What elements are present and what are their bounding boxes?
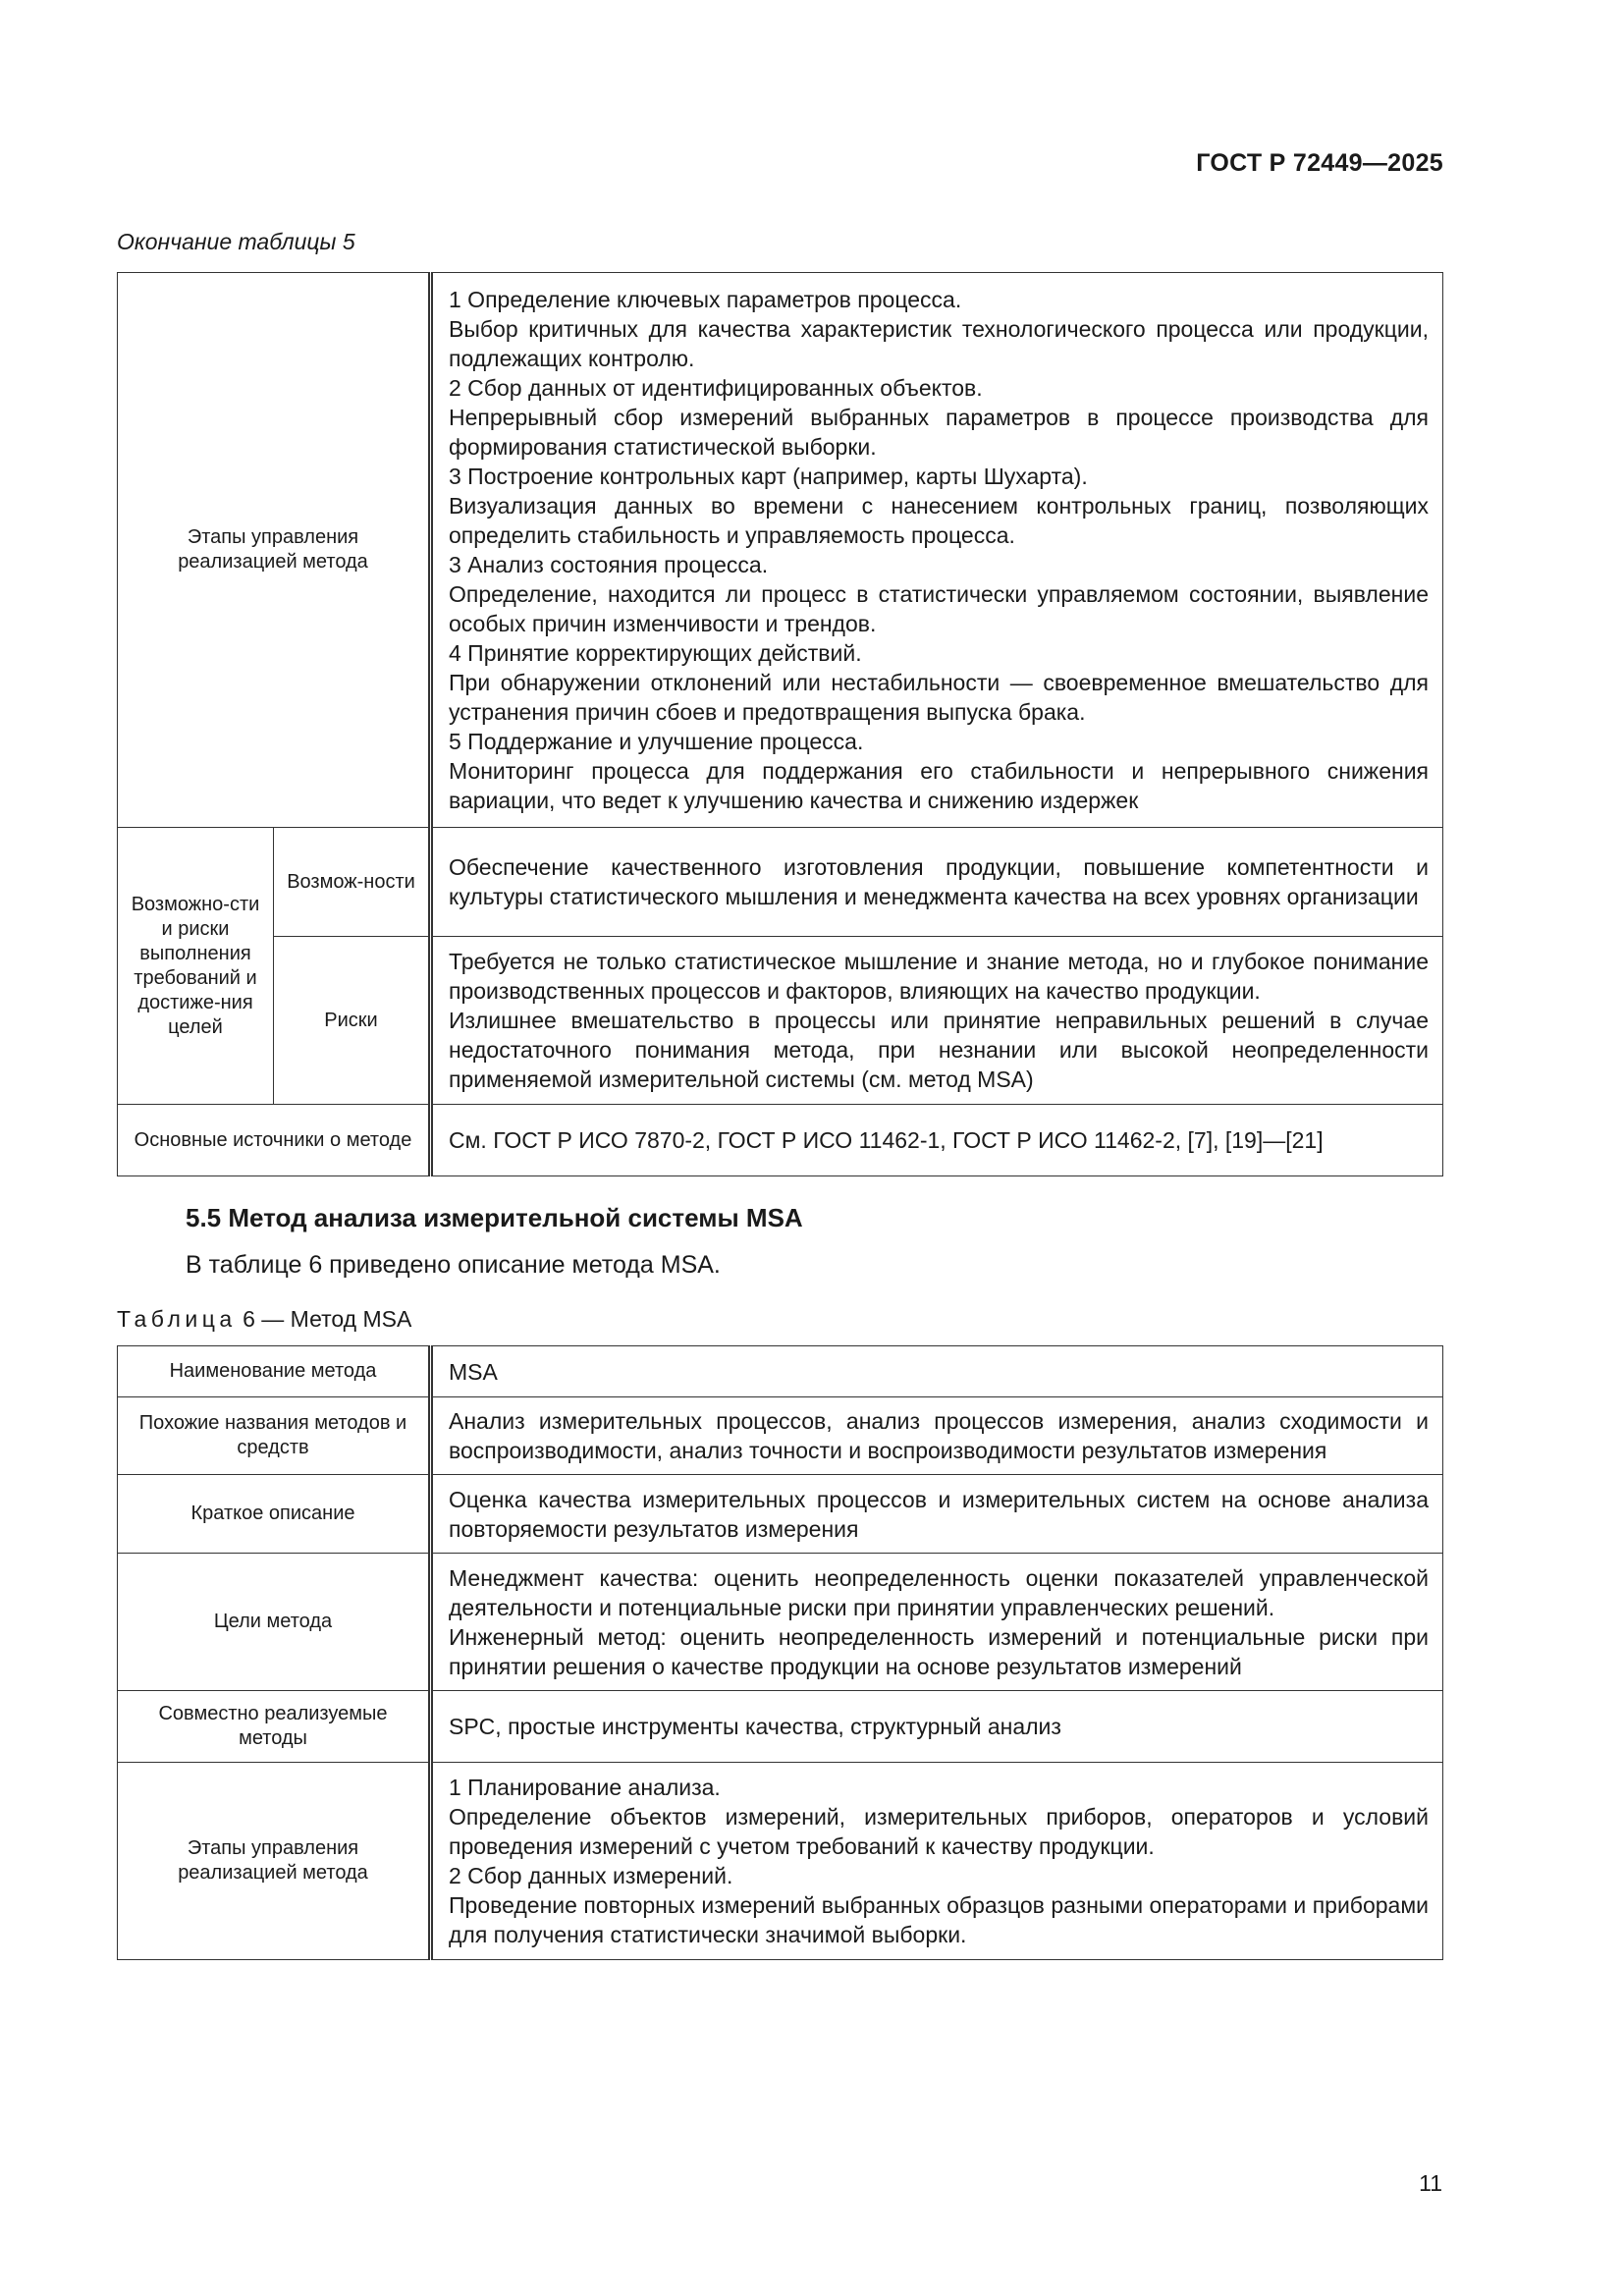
table-row xyxy=(118,273,1443,828)
table-row xyxy=(118,937,1443,1105)
opportunities-risks-label: Возможно-сти и риски выполнения требований и достиже-ния целей xyxy=(118,828,274,1105)
table-row xyxy=(118,1346,1443,1397)
similar-names-label: Похожие названия методов и средств xyxy=(118,1397,431,1475)
opportunities-value: Обеспечение качественного изготовления продукции, повышение компетентности и культуры статистического мышления и менеджмента качества на всех уровнях организации xyxy=(431,828,1443,937)
goal-line: Менеджмент качества: оценить неопределенность оценки показателей управленческой деятельности и потенциальные риски при принятии управленческих решений. xyxy=(449,1564,1429,1620)
stages-label: Этапы управления реализацией метода xyxy=(118,273,431,828)
joint-methods-value: SPC, простые инструменты качества, структурный анализ xyxy=(431,1691,1443,1763)
risk-line: Требуется не только статистическое мышление и знание метода, но и глубокое понимание производственных процессов и факторов, влияющих на качество продукции. xyxy=(449,949,1429,1004)
goals-value xyxy=(431,1554,1443,1691)
sources-label: Основные источники о методе xyxy=(118,1105,431,1176)
stages-value xyxy=(431,1763,1443,1960)
opportunities-label: Возмож-ности xyxy=(274,828,431,937)
table6-caption-word: Таблица xyxy=(117,1306,237,1332)
stage-line: Определение объектов измерений, измерительных приборов, операторов и условий проведения измерений с учетом требований к качеству продукции. xyxy=(449,1804,1429,1859)
stage-line: 4 Принятие корректирующих действий. xyxy=(449,640,862,666)
table-row xyxy=(118,1691,1443,1763)
intro-paragraph: В таблице 6 приведено описание метода MSA. xyxy=(186,1251,721,1279)
stage-line: Визуализация данных во времени с нанесением контрольных границ, позволяющих определить стабильность и управляемость процесса. xyxy=(449,493,1429,548)
page-number: 11 xyxy=(1419,2170,1442,2196)
joint-methods-label: Совместно реализуемые методы xyxy=(118,1691,431,1763)
table6-caption xyxy=(117,1306,411,1333)
brief-description-value: Оценка качества измерительных процессов и измерительных систем на основе анализа повторяемости результатов измерения xyxy=(431,1475,1443,1554)
stage-line: Непрерывный сбор измерений выбранных параметров в процессе производства для формирования статистической выборки. xyxy=(449,405,1429,460)
table-row xyxy=(118,1554,1443,1691)
goal-line: Инженерный метод: оценить неопределенность измерений и потенциальные риски при принятии решения о качестве продукции на основе результатов измерений xyxy=(449,1623,1429,1679)
table6-caption-title: 6 — Метод MSA xyxy=(236,1306,412,1332)
table6 xyxy=(117,1345,1443,1960)
stage-line: 3 Анализ состояния процесса. xyxy=(449,552,769,577)
stage-line: Определение, находится ли процесс в статистически управляемом состоянии, выявление особых причин изменчивости и трендов. xyxy=(449,581,1429,636)
risks-label: Риски xyxy=(274,937,431,1105)
stage-line: Проведение повторных измерений выбранных образцов разными операторами и приборами для получения статистически значимой выборки. xyxy=(449,1892,1429,1947)
stage-line: 3 Построение контрольных карт (например, карты Шухарта). xyxy=(449,464,1088,489)
goals-label: Цели метода xyxy=(118,1554,431,1691)
risks-value xyxy=(431,937,1443,1105)
section-heading: 5.5 Метод анализа измерительной системы MSA xyxy=(186,1203,803,1232)
table-row xyxy=(118,1397,1443,1475)
stage-line: Выбор критичных для качества характеристик технологического процесса или продукции, подлежащих контролю. xyxy=(449,316,1429,371)
table5-continuation xyxy=(117,272,1443,1176)
stage-line: 1 Определение ключевых параметров процесса. xyxy=(449,287,962,312)
standard-code-header: ГОСТ Р 72449—2025 xyxy=(1196,149,1443,177)
stage-line: 5 Поддержание и улучшение процесса. xyxy=(449,729,864,754)
stage-line: При обнаружении отклонений или нестабильности — своевременное вмешательство для устранения причин сбоев и предотвращения выпуска брака. xyxy=(449,670,1429,725)
stage-line: Мониторинг процесса для поддержания его стабильности и непрерывного снижения вариации, что ведет к улучшению качества и снижению издержек xyxy=(449,758,1429,813)
stage-line: 2 Сбор данных измерений. xyxy=(449,1863,733,1888)
method-name-label: Наименование метода xyxy=(118,1346,431,1397)
method-name-value: MSA xyxy=(431,1346,1443,1397)
table-row xyxy=(118,828,1443,937)
similar-names-value: Анализ измерительных процессов, анализ процессов измерения, анализ сходимости и воспроизводимости, анализ точности и воспроизводимости результатов измерения xyxy=(431,1397,1443,1475)
stage-line: 2 Сбор данных от идентифицированных объектов. xyxy=(449,375,983,401)
brief-description-label: Краткое описание xyxy=(118,1475,431,1554)
risk-line: Излишнее вмешательство в процессы или принятие неправильных решений в случае недостаточного понимания метода, при незнании или высокой неопределенности применяемой измерительной системы (см. метод MSA) xyxy=(449,1008,1429,1092)
table-row xyxy=(118,1475,1443,1554)
stages-label: Этапы управления реализацией метода xyxy=(118,1763,431,1960)
sources-value: См. ГОСТ Р ИСО 7870-2, ГОСТ Р ИСО 11462-1, ГОСТ Р ИСО 11462-2, [7], [19]—[21] xyxy=(431,1105,1443,1176)
table5-continuation-caption: Окончание таблицы 5 xyxy=(117,229,355,254)
table-row xyxy=(118,1763,1443,1960)
table-row xyxy=(118,1105,1443,1176)
stage-line: 1 Планирование анализа. xyxy=(449,1775,721,1800)
stages-value xyxy=(431,273,1443,828)
